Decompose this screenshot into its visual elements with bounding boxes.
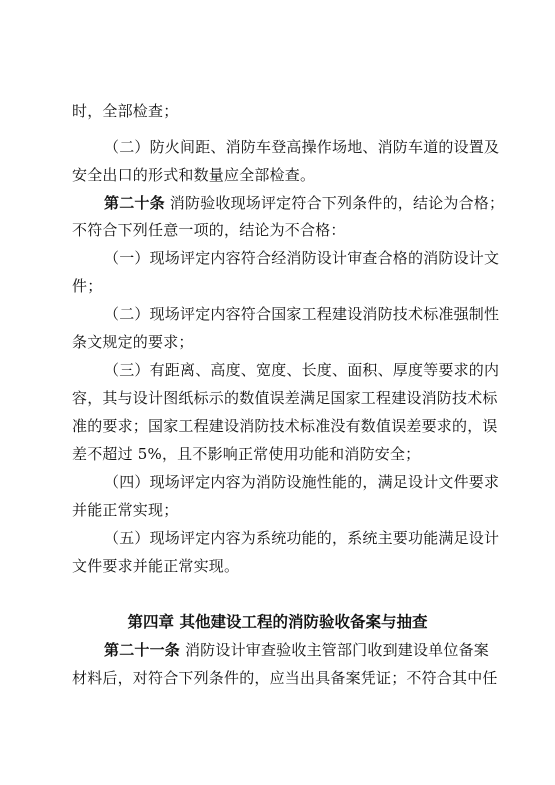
text-line: 准的要求；国家工程建设消防技术标准没有数值误差要求的，误 [72,417,498,435]
article-21-paragraph [104,639,489,661]
text-line: 材料后，对符合下列条件的，应当出具备案凭证；不符合其中任 [72,669,498,687]
text-line: 条文规定的要求； [72,333,194,351]
text-line: 不符合下列任意一项的，结论为不合格： [72,221,346,239]
text-line: 件； [72,277,103,295]
text-line: （三）有距离、高度、宽度、长度、面积、厚度等要求的内 [104,361,500,379]
text-line: 安全出口的形式和数量应全部检查。 [72,166,316,184]
article-20-paragraph [104,192,505,214]
text-line: 时，全部检查； [72,102,179,120]
article-21-text: 消防设计审查验收主管部门收到建设单位备案 [184,641,489,659]
article-20-heading: 第二十条 [104,194,165,212]
chapter-title: 第四章 其他建设工程的消防验收备案与抽查 [127,612,428,631]
text-line: （一）现场评定内容符合经消防设计审查合格的消防设计文 [104,249,500,267]
text-line: （五）现场评定内容为系统功能的，系统主要功能满足设计 [104,529,500,547]
text-line: 文件要求并能正常实现。 [72,557,240,575]
text-line: 容，其与设计图纸标示的数值误差满足国家工程建设消防技术标 [72,389,498,407]
text-line: 并能正常实现； [72,501,179,519]
article-21-heading: 第二十一条 [104,641,181,659]
article-20-text: 消防验收现场评定符合下列条件的，结论为合格； [169,194,505,212]
text-line: （四）现场评定内容为消防设施性能的，满足设计文件要求 [104,473,500,491]
text-line: （二）防火间距、消防车登高操作场地、消防车道的设置及 [104,138,500,156]
text-line: （二）现场评定内容符合国家工程建设消防技术标准强制性 [104,305,500,323]
text-line: 差不超过 5%，且不影响正常使用功能和消防安全； [72,445,421,463]
